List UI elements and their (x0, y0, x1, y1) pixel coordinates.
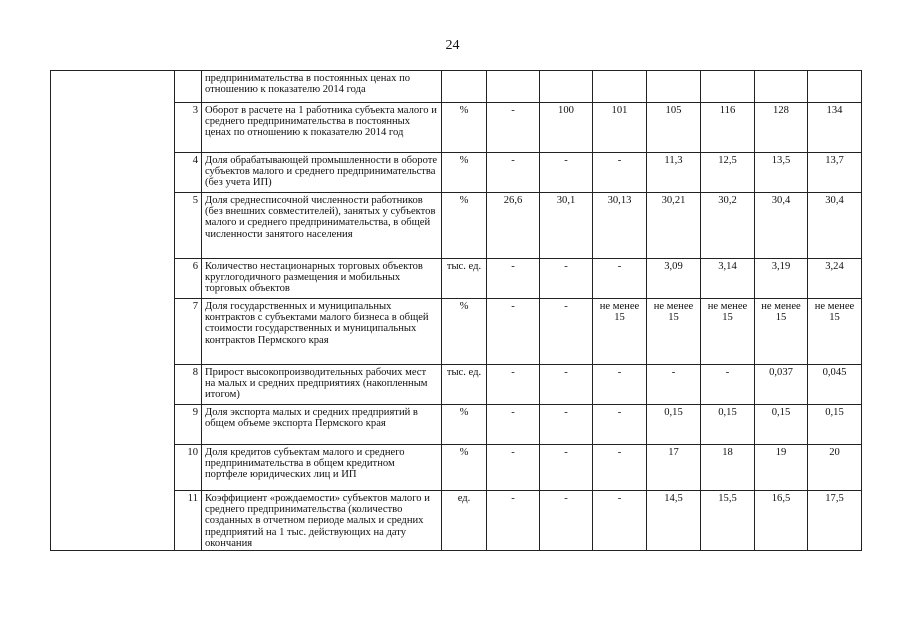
value-cell: - (487, 445, 540, 491)
row-number: 8 (175, 365, 202, 405)
value-cell: - (487, 299, 540, 365)
row-number: 7 (175, 299, 202, 365)
unit-cell: % (442, 445, 487, 491)
value-cell (755, 71, 808, 103)
value-cell: 0,037 (755, 365, 808, 405)
value-cell: - (487, 405, 540, 445)
value-cell: - (540, 405, 593, 445)
indicator-name: Доля обрабатывающей промышленности в обороте субъектов малого и среднего предпринимательства (без учета ИП) (202, 153, 442, 193)
value-cell: 100 (540, 103, 593, 153)
value-cell (647, 71, 701, 103)
indicator-name: Коэффициент «рождаемости» субъектов малого и среднего предпринимательства (количество созданных в отчетном периоде малых и средних предприятий на 1 тыс. действующих на дату окончания (202, 491, 442, 551)
value-cell: 128 (755, 103, 808, 153)
indicator-name: Доля экспорта малых и средних предприятий в общем объеме экспорта Пермского края (202, 405, 442, 445)
indicator-name: Доля среднесписочной численности работников (без внешних совместителей), занятых у субъектов малого и среднего предпринимательства, в общей численности занятого населения (202, 193, 442, 259)
value-cell (593, 71, 647, 103)
indicator-name: Прирост высокопроизводительных рабочих мест на малых и средних предприятиях (накопленным итогом) (202, 365, 442, 405)
row-number: 4 (175, 153, 202, 193)
value-cell: 3,14 (701, 259, 755, 299)
value-cell: 0,15 (808, 405, 862, 445)
value-cell: 13,7 (808, 153, 862, 193)
value-cell: не менее 15 (755, 299, 808, 365)
value-cell: не менее 15 (647, 299, 701, 365)
unit-cell: % (442, 193, 487, 259)
value-cell: 0,15 (647, 405, 701, 445)
value-cell (808, 71, 862, 103)
value-cell: - (540, 445, 593, 491)
row-number (175, 71, 202, 103)
unit-cell: тыс. ед. (442, 259, 487, 299)
unit-cell: % (442, 153, 487, 193)
value-cell: 16,5 (755, 491, 808, 551)
value-cell: - (487, 365, 540, 405)
value-cell: не менее 15 (808, 299, 862, 365)
value-cell (540, 71, 593, 103)
value-cell: не менее 15 (593, 299, 647, 365)
indicator-name: Доля государственных и муниципальных контрактов с субъектами малого бизнеса в общей стоимости государственных и муниципальных контрактов Пермского края (202, 299, 442, 365)
page-number: 24 (445, 38, 460, 53)
unit-cell (442, 71, 487, 103)
value-cell: не менее 15 (701, 299, 755, 365)
row-number: 3 (175, 103, 202, 153)
value-cell: - (487, 153, 540, 193)
value-cell: 30,2 (701, 193, 755, 259)
indicator-name: предпринимательства в постоянных ценах по отношению к показателю 2014 года (202, 71, 442, 103)
row-number: 11 (175, 491, 202, 551)
value-cell: - (593, 445, 647, 491)
value-cell: - (593, 405, 647, 445)
blank-side-column (51, 71, 175, 551)
value-cell: - (540, 299, 593, 365)
value-cell: 20 (808, 445, 862, 491)
value-cell: - (701, 365, 755, 405)
value-cell: 14,5 (647, 491, 701, 551)
value-cell: 17,5 (808, 491, 862, 551)
value-cell: - (487, 259, 540, 299)
indicator-name: Количество нестационарных торговых объектов круглогодичного размещения и мобильных торговых объектов (202, 259, 442, 299)
table-row (51, 71, 862, 103)
indicator-name: Доля кредитов субъектам малого и среднего предпринимательства в общем кредитном портфеле юридических лиц и ИП (202, 445, 442, 491)
row-number: 9 (175, 405, 202, 445)
indicator-name: Оборот в расчете на 1 работника субъекта малого и среднего предпринимательства в постоянных ценах по отношению к показателю 2014 год (202, 103, 442, 153)
value-cell: 0,045 (808, 365, 862, 405)
value-cell: - (540, 491, 593, 551)
value-cell (487, 71, 540, 103)
value-cell: 116 (701, 103, 755, 153)
value-cell (701, 71, 755, 103)
unit-cell: тыс. ед. (442, 365, 487, 405)
value-cell: 3,09 (647, 259, 701, 299)
value-cell: 0,15 (755, 405, 808, 445)
value-cell: - (540, 365, 593, 405)
value-cell: - (593, 153, 647, 193)
value-cell: - (593, 365, 647, 405)
value-cell: 30,4 (755, 193, 808, 259)
unit-cell: % (442, 405, 487, 445)
value-cell: 0,15 (701, 405, 755, 445)
value-cell: 30,13 (593, 193, 647, 259)
unit-cell: % (442, 299, 487, 365)
value-cell: 30,4 (808, 193, 862, 259)
indicators-table (50, 70, 862, 551)
value-cell: 105 (647, 103, 701, 153)
value-cell: - (593, 491, 647, 551)
value-cell: 17 (647, 445, 701, 491)
row-number: 5 (175, 193, 202, 259)
value-cell: - (540, 259, 593, 299)
value-cell: - (647, 365, 701, 405)
value-cell: 3,19 (755, 259, 808, 299)
value-cell: - (487, 103, 540, 153)
value-cell: - (593, 259, 647, 299)
value-cell: 12,5 (701, 153, 755, 193)
value-cell: 11,3 (647, 153, 701, 193)
value-cell: 26,6 (487, 193, 540, 259)
value-cell: 30,21 (647, 193, 701, 259)
value-cell: 19 (755, 445, 808, 491)
value-cell: 101 (593, 103, 647, 153)
value-cell: 30,1 (540, 193, 593, 259)
value-cell: - (540, 153, 593, 193)
value-cell: 13,5 (755, 153, 808, 193)
value-cell: 134 (808, 103, 862, 153)
unit-cell: % (442, 103, 487, 153)
unit-cell: ед. (442, 491, 487, 551)
row-number: 6 (175, 259, 202, 299)
row-number: 10 (175, 445, 202, 491)
value-cell: 15,5 (701, 491, 755, 551)
value-cell: - (487, 491, 540, 551)
value-cell: 18 (701, 445, 755, 491)
value-cell: 3,24 (808, 259, 862, 299)
